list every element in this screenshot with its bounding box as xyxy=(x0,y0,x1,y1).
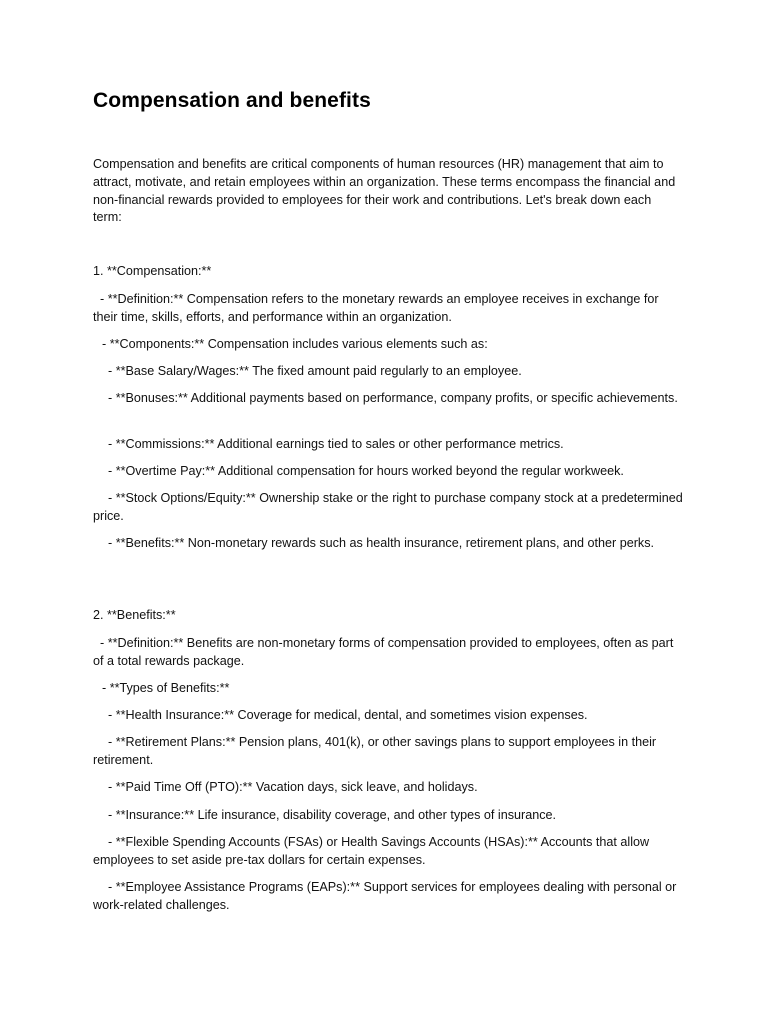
list-item-paid-time-off: - **Paid Time Off (PTO):** Vacation days, sick leave, and holidays. xyxy=(108,780,478,794)
intro-paragraph: Compensation and benefits are critical components of human resources (HR) management that aim to attract, motivate, and retain employees within an organization. These terms encompass the financial and non-financial rewards provided to employees for their work and contributions. Let's break down each term: xyxy=(93,157,676,225)
list-item-health-insurance: - **Health Insurance:** Coverage for medical, dental, and sometimes vision expenses. xyxy=(108,708,588,722)
list-item-commissions: - **Commissions:** Additional earnings tied to sales or other performance metrics. xyxy=(108,437,564,451)
benefits-definition: - **Definition:** Benefits are non-monetary forms of compensation provided to employees, often as part of a total rewards package. xyxy=(93,636,674,668)
list-item-eap: - **Employee Assistance Programs (EAPs):** Support services for employees dealing with personal or work-related challenges. xyxy=(93,880,677,912)
compensation-components: - **Components:** Compensation includes various elements such as: xyxy=(102,337,488,351)
list-item-insurance: - **Insurance:** Life insurance, disability coverage, and other types of insurance. xyxy=(108,808,557,822)
section-heading-compensation: 1. **Compensation:** xyxy=(93,264,212,278)
document-title: Compensation and benefits xyxy=(93,89,371,112)
list-item-benefits-perks: - **Benefits:** Non-monetary rewards such as health insurance, retirement plans, and other perks. xyxy=(108,536,655,550)
list-item-retirement-plans: - **Retirement Plans:** Pension plans, 401(k), or other savings plans to support employees in their retirement. xyxy=(93,735,657,767)
section-heading-benefits: 2. **Benefits:** xyxy=(93,608,176,622)
list-item-fsa-hsa: - **Flexible Spending Accounts (FSAs) or Health Savings Accounts (HSAs):** Accounts that allow employees to set aside pre-tax dollars for certain expenses. xyxy=(93,835,650,867)
list-item-overtime-pay: - **Overtime Pay:** Additional compensation for hours worked beyond the regular workweek. xyxy=(108,464,624,478)
list-item-bonuses: - **Bonuses:** Additional payments based on performance, company profits, or specific achievements. xyxy=(108,391,678,405)
compensation-definition: - **Definition:** Compensation refers to the monetary rewards an employee receives in exchange for their time, skills, efforts, and performance within an organization. xyxy=(93,292,659,324)
list-item-base-salary: - **Base Salary/Wages:** The fixed amount paid regularly to an employee. xyxy=(108,364,522,378)
list-item-stock-options: - **Stock Options/Equity:** Ownership stake or the right to purchase company stock at a predetermined price. xyxy=(93,491,683,523)
benefits-types: - **Types of Benefits:** xyxy=(102,681,230,695)
